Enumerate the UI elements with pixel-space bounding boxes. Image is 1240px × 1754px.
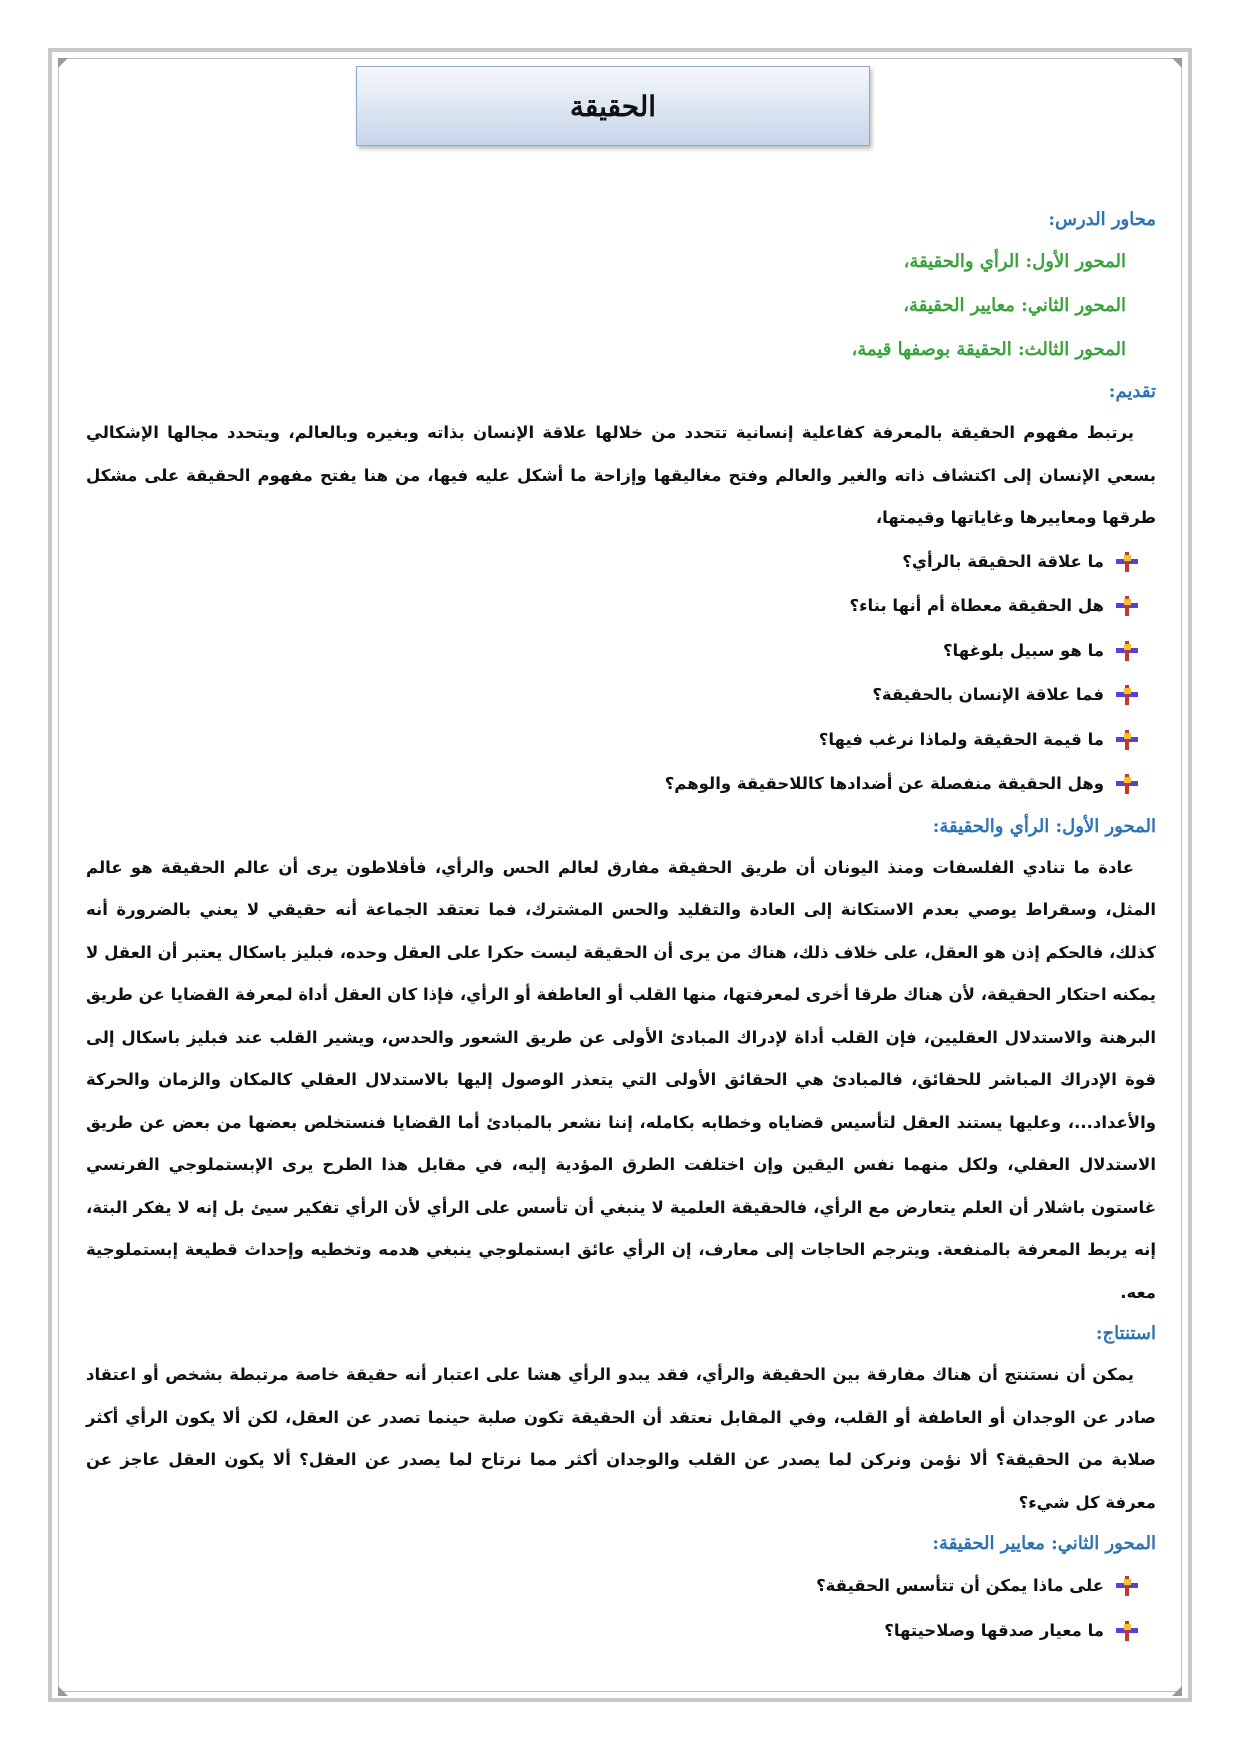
question-item [86,584,1156,629]
question-item [86,762,1156,807]
question-item [86,673,1156,718]
axis-item: المحور الثاني: معايير الحقيقة، [903,295,1126,316]
conclusion-heading: استنتاج: [1095,1323,1156,1344]
lesson-axes-heading: محاور الدرس: [1048,209,1156,230]
question-item [86,540,1156,585]
question-text: هل الحقيقة معطاة أم أنها بناء؟ [849,596,1104,615]
question-item [86,1609,1156,1654]
bullet-icon [1116,685,1138,705]
question-text: ما قيمة الحقيقة ولماذا نرغب فيها؟ [818,729,1104,749]
bullet-icon [1116,552,1138,572]
question-text: ما علاقة الحقيقة بالرأي؟ [902,551,1104,571]
question-text: ما معيار صدقها وصلاحيتها؟ [884,1620,1104,1640]
page-title: الحقيقة [356,66,870,146]
bullet-icon [1116,1621,1138,1641]
question-item [86,1564,1156,1609]
corner-ornament [1172,58,1182,68]
question-item [86,718,1156,763]
document-body [86,200,1156,1653]
axis1-paragraph: عادة ما تنادي الفلسفات ومنذ اليونان أن طريق الحقيقة مفارق لعالم الحس والرأي، فأفلاطون يرى أن عالم الحقيقة هو عالم المثل، وسقراط يوصي بعدم الاستكانة إلى العادة والتقليد والحس المشترك، فما تعتقد الجماعة أنه حقيقي لا يعني بالضرورة أنه كذلك، فالحكم إذن هو العقل، على خلاف ذلك، هناك من يرى أن الحقيقة ليست حكرا على العقل وحده، فبليز باسكال يعتبر أن العقل لا يمكنه احتكار الحقيقة، لأن هناك طرقا أخرى لمعرفتها، منها القلب أو العاطفة أو الرأي، فإذا كان العقل أداة لمعرفة القضايا عن طريق البرهنة والاستدلال العقليين، فإن القلب أداة لإدراك المبادئ الأولى عن طريق الشعور والحدس، ويشير القلب عند فبليز باسكال إلى قوة الإدراك المباشر للحقائق، فالمبادئ هي الحقائق الأولى التي يتعذر الوصول إليها بالاستدلال العقلي كالمكان والزمان والحركة والأعداد...، وعليها يستند العقل لتأسيس قضاياه وخطابه بكامله، إننا نشعر بالمبادئ أما القضايا فنستخلص بعضها من بعض عن طريق الاستدلال العقلي، ولكل منهما نفس اليقين وإن اختلفت الطرق المؤدية إليه، في مقابل هذا الطرح يرى الإبستملوجي الفرنسي غاستون باشلار أن العلم يتعارض مع الرأي، فالحقيقة العلمية لا ينبغي أن تأسس على الرأي لأن الرأي تفكير سيئ بل إنه لا يفكر البتة، إنه يربط المعرفة بالمنفعة. ويترجم الحاجات إلى معارف، إن الرأي عائق ابستملوجي ينبغي هدمه وتخطيه وإحداث قطيعة إبستملوجية معه. [86,857,1156,1302]
intro-heading: تقديم: [1108,381,1156,402]
question-text: على ماذا يمكن أن تتأسس الحقيقة؟ [816,1576,1104,1595]
corner-ornament [58,58,68,68]
axis-item: المحور الثالث: الحقيقة بوصفها قيمة، [851,339,1126,360]
bullet-icon [1116,774,1138,794]
question-text: وهل الحقيقة منفصلة عن أضدادها كاللاحقيقة والوهم؟ [664,774,1104,793]
bullet-icon [1116,730,1138,750]
question-item [86,629,1156,674]
bullet-icon [1116,641,1138,661]
conclusion-paragraph: يمكن أن نستنتج أن هناك مفارقة بين الحقيقة والرأي، فقد يبدو الرأي هشا على اعتبار أنه حقيقة خاصة مرتبطة بشخص أو اعتقاد صادر عن الوجدان أو العاطفة أو القلب، وفي المقابل نعتقد أن الحقيقة تكون صلبة حينما تصدر عن العقل، لكن ألا يكون الرأي أكثر صلابة من الحقيقة؟ ألا نؤمن ونركن لما يصدر عن القلب والوجدان أكثر مما نرتاح لما يصدر عن العقل؟ ألا يكون العقل عاجز عن معرفة كل شيء؟ [86,1365,1156,1512]
question-text: ما هو سبيل بلوغها؟ [942,640,1104,660]
corner-ornament [1172,1686,1182,1696]
axis-item: المحور الأول: الرأي والحقيقة، [903,251,1126,272]
question-text: فما علاقة الإنسان بالحقيقة؟ [872,685,1104,704]
axis1-heading: المحور الأول: الرأي والحقيقة: [932,815,1156,837]
intro-paragraph: يرتبط مفهوم الحقيقة بالمعرفة كفاعلية إنسانية تتحدد من خلالها علاقة الإنسان بذاته وبغيره وبالعالم، ويتحدد مجالها الإشكالي بسعي الإنسان إلى اكتشاف ذاته والغير والعالم وفتح مغاليقها وإزاحة ما أشكل عليه فيها، من هنا يفتح مفهوم الحقيقة على مشكل طرقها ومعاييرها وغاياتها وقيمتها، [86,423,1156,527]
bullet-icon [1116,596,1138,616]
bullet-icon [1116,1576,1138,1596]
axis2-heading: المحور الثاني: معايير الحقيقة: [932,1533,1156,1554]
corner-ornament [58,1686,68,1696]
